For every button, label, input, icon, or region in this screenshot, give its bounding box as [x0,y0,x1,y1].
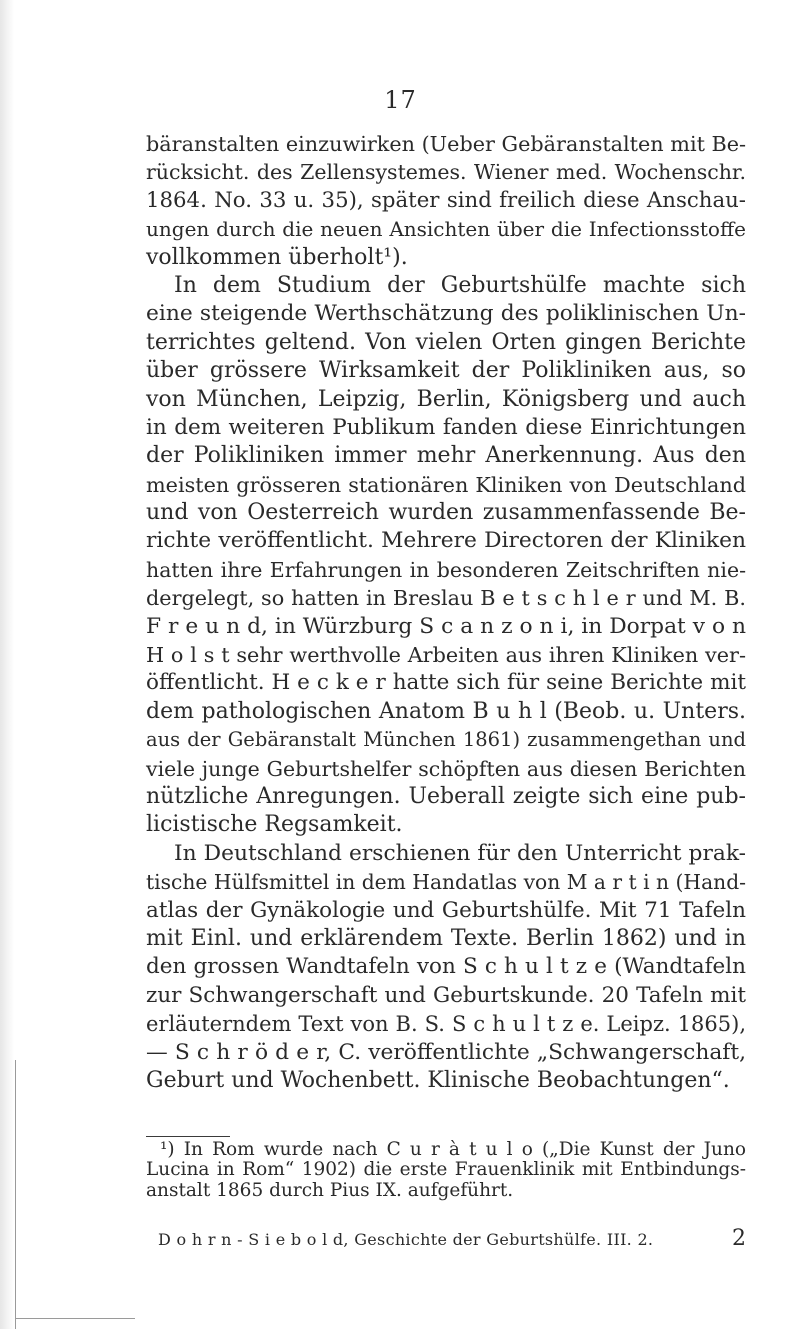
text-line: H o l s t sehr werthvolle Arbeiten aus ihren Kliniken ver- [146,643,746,668]
text-line: rücksicht. des Zellensystemes. Wiener med. Wochenschr. [146,160,746,185]
body-text [146,130,746,1095]
text-line: dergelegt, so hatten in Breslau B e t s c h l e r und M. B. [146,586,746,611]
text-line: zur Schwangerschaft und Geburtskunde. 20 Tafeln mit [146,982,746,1008]
text-line: — S c h r ö d e r, C. veröffentlichte „Schwangerschaft, [146,1039,746,1065]
text-line: atlas der Gynäkologie und Geburtshülfe. Mit 71 Tafeln [146,897,746,923]
text-line: über grössere Wirksamkeit der Polikliniken aus, so [146,358,746,384]
text-line: der Polikliniken immer mehr Anerkennung. Aus den [146,443,746,469]
text-line: In Deutschland erschienen für den Unterricht prak- [174,840,746,866]
text-line: von München, Leipzig, Berlin, Königsberg und auch [146,386,746,412]
text-line: erläuterndem Text von B. S. S c h u l t z e. Leipz. 1865), [146,1012,746,1037]
footnote-line: Lucina in Rom“ 1902) die erste Frauenklinik mit Entbindungs- [146,1159,746,1181]
text-line: mit Einl. und erklärendem Texte. Berlin 1862) und in [146,925,746,951]
scan-margin-shadow [0,0,14,1329]
text-line: öffentlicht. H e c k e r hatte sich für seine Berichte mit [146,670,746,696]
text-line: richte veröffentlicht. Mehrere Directoren der Kliniken [146,528,746,554]
running-title: D o h r n - S i e b o l d, Geschichte der Geburtshülfe. III. 2. [158,1230,654,1249]
scan-edge-line-vertical [15,1060,16,1329]
text-line: bäranstalten einzuwirken (Ueber Gebäranstalten mit Be- [146,132,747,156]
text-line: eine steigende Werthschätzung des poliklinischen Un- [146,301,746,327]
signature-mark: 2 [732,1226,746,1251]
page-number: 17 [384,86,417,114]
text-line: vollkommen überholt¹). [146,244,408,270]
text-line: 1864. No. 33 u. 35), später sind freilich diese Anschau- [146,187,746,213]
text-line: In dem Studium der Geburtshülfe machte sich [174,272,746,298]
text-line: aus der Gebäranstalt München 1861) zusammengethan und [146,728,746,752]
text-line: ungen durch die neuen Ansichten über die Infectionsstoffe [146,217,746,242]
text-line: und von Oesterreich wurden zusammenfassende Be- [146,500,746,526]
text-line: den grossen Wandtafeln von S c h u l t z e (Wandtafeln [146,954,746,980]
running-footer [158,1226,746,1251]
scan-edge-line-horizontal [15,1318,135,1319]
text-line: dem pathologischen Anatom B u h l (Beob. u. Unters. [146,698,746,724]
footnote-divider [146,1136,230,1137]
text-line: licistische Regsamkeit. [146,812,403,838]
text-line: viele junge Geburtshelfer schöpften aus diesen Berichten [146,756,746,781]
footnote-line: anstalt 1865 durch Pius IX. aufgeführt. [146,1179,514,1201]
text-line: meisten grösseren stationären Kliniken von Deutschland [146,472,746,497]
text-line: tische Hülfsmittel in dem Handatlas von M a r t i n (Hand- [146,870,746,895]
text-line: Geburt und Wochenbett. Klinische Beobachtungen“. [146,1067,730,1093]
text-line: nützliche Anregungen. Ueberall zeigte sich eine pub- [146,783,746,809]
text-line: terrichtes geltend. Von vielen Orten gingen Berichte [146,329,746,355]
footnote [146,1140,746,1201]
text-line: in dem weiteren Publikum fanden diese Einrichtungen [146,414,746,440]
footnote-line: ¹) In Rom wurde nach C u r à t u l o („Die Kunst der Juno [160,1139,746,1160]
text-line: F r e u n d, in Würzburg S c a n z o n i, in Dorpat v o n [146,613,746,639]
text-line: hatten ihre Erfahrungen in besonderen Zeitschriften nie- [146,557,746,582]
